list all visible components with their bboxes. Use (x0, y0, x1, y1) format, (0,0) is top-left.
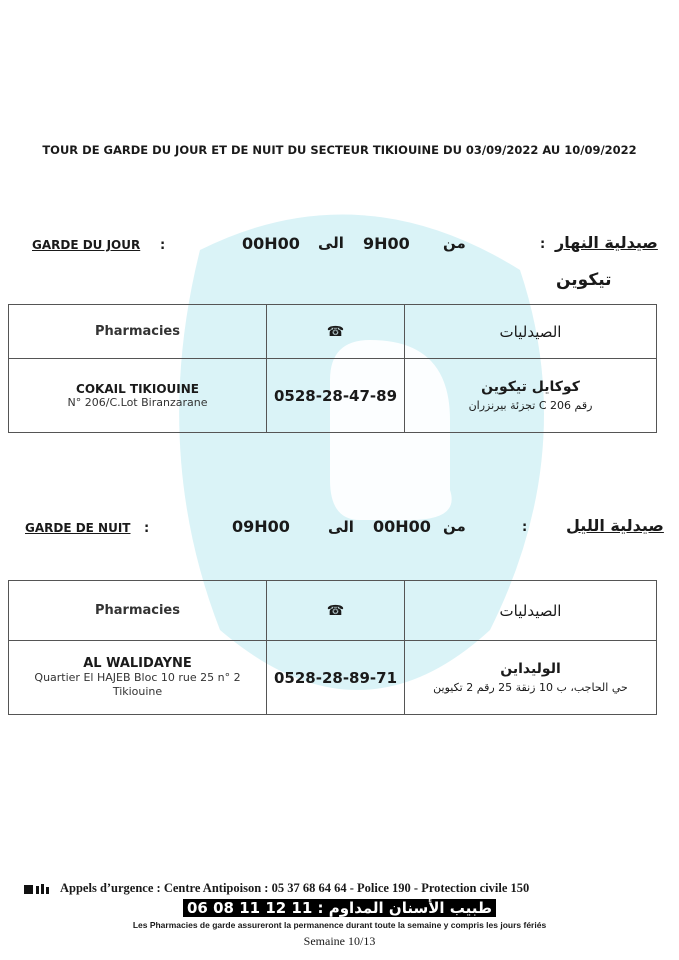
pharmacy-address-ar: رقم 206 C تجزئة بيرنزران (468, 399, 593, 412)
dentist-on-call: طبيب الأسنان المداوم : 11 12 11 08 06 (183, 899, 496, 917)
pharmacy-address-line1: Quartier El HAJEB Bloc 10 rue 25 n° 2 (34, 671, 241, 684)
day-time-to: 00H00 (242, 234, 300, 253)
day-time-from: 9H00 (363, 234, 410, 253)
night-pharmacy-table (8, 580, 657, 715)
pharmacy-address-ar: حي الحاجب، ب 10 زنقة 25 رقم 2 تكيوين (433, 681, 628, 694)
day-guard-label-ar: صيدلية النهار (555, 233, 658, 252)
page-title: TOUR DE GARDE DU JOUR ET DE NUIT DU SECTEUR TIKIOUINE DU 03/09/2022 AU 10/09/2022 (42, 143, 637, 157)
phone-icon: ☎ (267, 581, 405, 641)
day-city-ar: تيكوين (556, 270, 612, 290)
day-min: من (443, 234, 466, 252)
day-pharmacy-table (8, 304, 657, 433)
guard-note: Les Pharmacies de garde assureront la permanence durant toute la semaine y compris les jours fériés (132, 920, 547, 930)
pharmacy-name: COKAIL TIKIOUINE (76, 381, 199, 396)
night-time-to: 09H00 (232, 517, 290, 536)
header-pharmacies-ar: الصيدليات (405, 305, 657, 359)
pharmacy-cell (9, 359, 267, 433)
pharmacy-name-ar: كوكايل تيكوين (481, 379, 580, 395)
pharmacy-phone: 0528-28-47-89 (267, 359, 405, 433)
week-number: Semaine 10/13 (303, 934, 376, 948)
day-colon: : (160, 238, 166, 253)
night-time-from: 00H00 (373, 517, 431, 536)
night-guard-label-ar: صيدلية الليل (566, 516, 664, 535)
pharmacy-name: AL WALIDAYNE (83, 656, 192, 671)
header-pharmacies: Pharmacies (9, 305, 267, 359)
night-colon-ar: : (522, 520, 528, 535)
pharmacy-name-ar: الوليداين (500, 661, 561, 677)
header-pharmacies: Pharmacies (9, 581, 267, 641)
pharmacy-address: N° 206/C.Lot Biranzarane (67, 395, 208, 409)
header-pharmacies-ar: الصيدليات (405, 581, 657, 641)
day-colon-ar: : (540, 237, 546, 252)
day-ila: الى (318, 234, 344, 252)
pharmacy-cell (9, 641, 267, 715)
night-colon: : (144, 521, 150, 536)
day-guard-label: GARDE DU JOUR (32, 238, 141, 252)
phone-ambulance-icon (24, 883, 50, 895)
pharmacy-phone: 0528-28-89-71 (267, 641, 405, 715)
night-ila: الى (328, 518, 354, 536)
pharmacy-cell-ar (405, 359, 657, 433)
dentist-banner (0, 898, 679, 917)
phone-icon: ☎ (267, 305, 405, 359)
night-min: من (443, 517, 466, 535)
pharmacy-address-line2: Tikiouine (112, 685, 163, 698)
night-guard-label: GARDE DE NUIT (25, 521, 131, 535)
emergency-numbers: Appels d’urgence : Centre Antipoison : 05 37 68 64 64 - Police 190 - Protection civile 150 (60, 881, 530, 895)
pharmacy-cell-ar (405, 641, 657, 715)
